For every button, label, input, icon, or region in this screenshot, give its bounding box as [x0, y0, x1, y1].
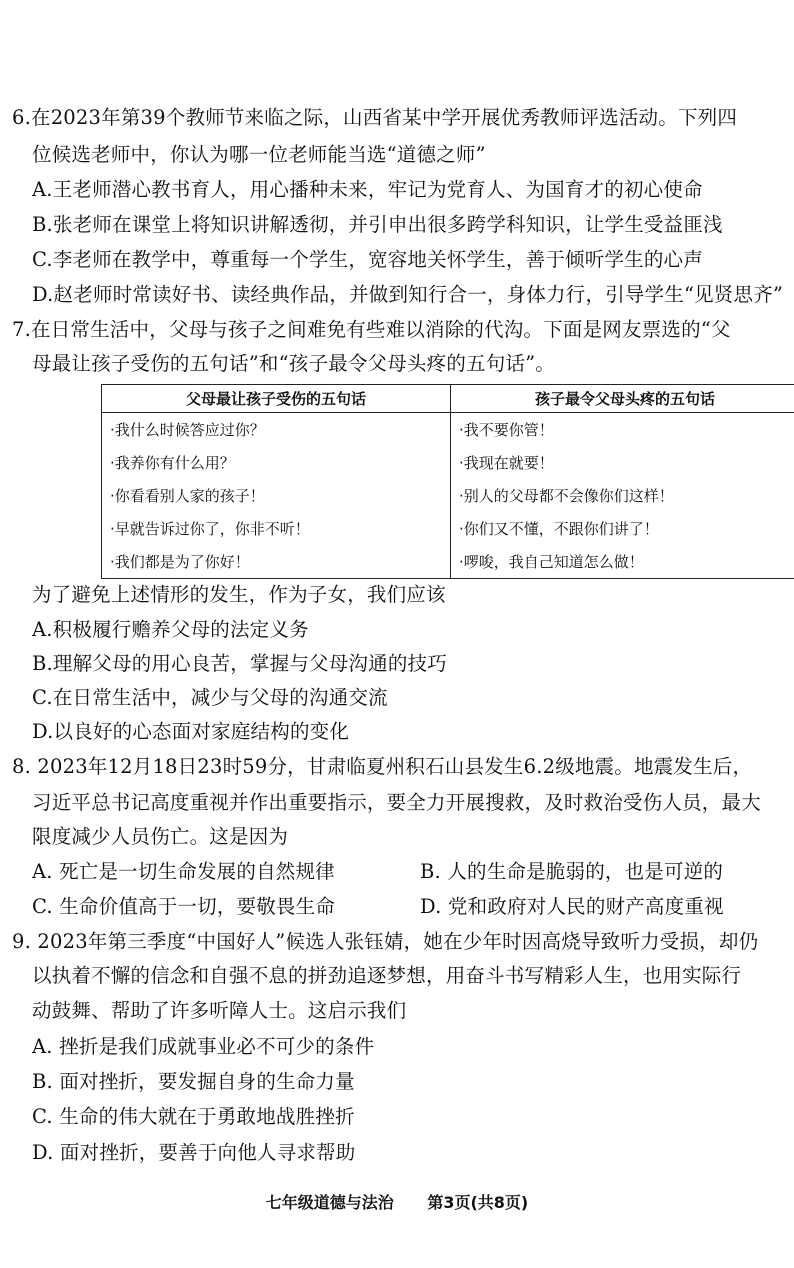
- question-7-stem-line-1: 7.在日常生活中，父母与孩子之间难免有些难以消除的代沟。下面是网友票选的“父: [12, 318, 731, 341]
- question-6-stem-line-2: 位候选老师中，你认为哪一位老师能当选“道德之师”: [32, 143, 486, 166]
- question-7-follow-up: 为了避免上述情形的发生，作为子女，我们应该: [32, 583, 446, 606]
- question-6-stem-line-1: 6.在2023年第39个教师节来临之际，山西省某中学开展优秀教师评选活动。下列四: [12, 106, 738, 129]
- table-row: [102, 413, 794, 447]
- question-7-option-c: C.在日常生活中，减少与父母的沟通交流: [32, 686, 388, 709]
- question-6-option-a: A.王老师潜心教书育人，用心播种未来，牢记为党育人、为国育才的初心使命: [32, 178, 703, 201]
- question-9-option-b: B. 面对挫折，要发掘自身的生命力量: [32, 1070, 355, 1093]
- question-6-option-d: D.赵老师时常读好书、读经典作品，并做到知行合一，身体力行，引导学生“见贤思齐”: [32, 283, 784, 306]
- question-7-option-d: D.以良好的心态面对家庭结构的变化: [32, 720, 350, 743]
- question-8-option-a: A. 死亡是一切生命发展的自然规律: [32, 860, 335, 883]
- question-7-option-a: A.积极履行赡养父母的法定义务: [32, 618, 309, 641]
- question-9-option-d: D. 面对挫折，要善于向他人寻求帮助: [32, 1141, 356, 1164]
- table-row: [102, 446, 794, 479]
- table-cell: ·我们都是为了你好！: [102, 545, 451, 579]
- question-7-option-b: B.理解父母的用心良苦，掌握与父母沟通的技巧: [32, 652, 447, 675]
- question-9-stem-line-2: 以执着不懈的信念和自强不息的拼劲追逐梦想，用奋斗书写精彩人生，也用实际行: [32, 964, 742, 987]
- question-9-option-a: A. 挫折是我们成就事业必不可少的条件: [32, 1035, 375, 1058]
- question-8-option-b: B. 人的生命是脆弱的，也是可逆的: [420, 860, 724, 883]
- footer-subject: 七年级道德与法治: [265, 1193, 394, 1212]
- question-9-stem-line-1: 9. 2023年第三季度“中国好人”候选人张钰婧，她在少年时因高烧导致听力受损，却仍: [12, 930, 759, 953]
- question-8-stem-line-3: 限度减少人员伤亡。这是因为: [32, 825, 289, 848]
- question-9-stem-line-3: 动鼓舞、帮助了许多听障人士。这启示我们: [32, 999, 407, 1022]
- table-row: [102, 479, 794, 512]
- question-8-stem-line-1: 8. 2023年12月18日23时59分，甘肃临夏州积石山县发生6.2级地震。地震发生后，: [12, 755, 753, 778]
- footer-page-number: 第3页(共8页): [427, 1193, 529, 1212]
- phrases-table: [101, 384, 794, 579]
- table-row: [102, 545, 794, 579]
- table-cell: ·我什么时候答应过你？: [102, 413, 451, 447]
- table-cell: ·我不要你管！: [451, 413, 794, 447]
- question-8-stem-line-2: 习近平总书记高度重视并作出重要指示，要全力开展搜救，及时救治受伤人员，最大: [32, 791, 761, 814]
- table-cell: ·你看看别人家的孩子！: [102, 479, 451, 512]
- table-cell: ·别人的父母都不会像你们这样！: [451, 479, 794, 512]
- table-cell: ·早就告诉过你了，你非不听！: [102, 512, 451, 545]
- question-7-stem-line-2: 母最让孩子受伤的五句话”和“孩子最令父母头疼的五句话”。: [32, 352, 556, 375]
- table-cell: ·我现在就要！: [451, 446, 794, 479]
- question-8-option-d: D. 党和政府对人民的财产高度重视: [420, 895, 724, 918]
- question-6-option-c: C.李老师在教学中，尊重每一个学生，宽容地关怀学生，善于倾听学生的心声: [32, 248, 703, 271]
- table-cell: ·你们又不懂，不跟你们讲了！: [451, 512, 794, 545]
- question-9-option-c: C. 生命的伟大就在于勇敢地战胜挫折: [32, 1105, 355, 1128]
- table-cell: ·我养你有什么用？: [102, 446, 451, 479]
- question-8-option-c: C. 生命价值高于一切，要敬畏生命: [32, 895, 336, 918]
- table-header-row: [102, 385, 794, 413]
- question-6-option-b: B.张老师在课堂上将知识讲解透彻，并引申出很多跨学科知识，让学生受益匪浅: [32, 213, 723, 236]
- page-footer: [0, 1190, 794, 1213]
- table-header-parents: 父母最让孩子受伤的五句话: [102, 385, 451, 413]
- table-row: [102, 512, 794, 545]
- table-cell: ·啰唆，我自己知道怎么做！: [451, 545, 794, 579]
- table-header-children: 孩子最令父母头疼的五句话: [451, 385, 794, 413]
